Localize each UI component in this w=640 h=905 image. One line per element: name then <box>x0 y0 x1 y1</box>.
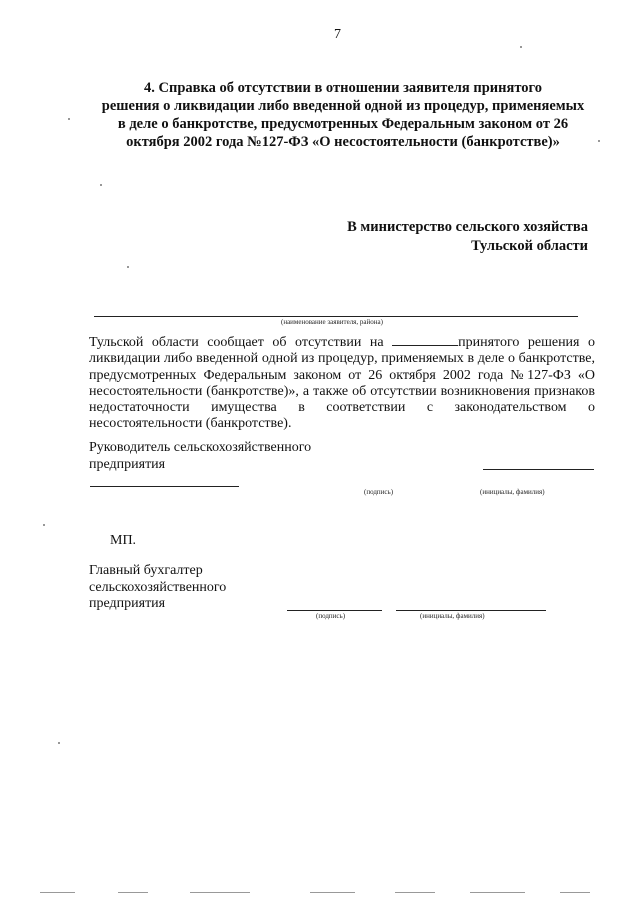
footer-scan-mark <box>395 892 435 893</box>
accountant-name-caption: (инициалы, фамилия) <box>420 612 485 620</box>
scan-speck <box>520 46 522 48</box>
scan-speck <box>43 524 45 526</box>
heading-line: в деле о банкротстве, предусмотренных Федеральным законом от 26 <box>117 116 569 132</box>
page-number: 7 <box>334 27 341 42</box>
applicant-name-caption: (наименование заявителя, района) <box>281 318 383 326</box>
body-text-rest: принятого решения о ликвидации либо введенной одной из процедур, применяемых в деле о банкротстве, предусмотренных Федеральным законом от 26 октября 2002 года №127-ФЗ «О несостоятельности (банкротстве)», а также об отсутствии возникновения признаков недостаточности имущества в соответствии с законодательством о несостоятельности (банкротстве). <box>89 335 595 432</box>
scan-speck <box>100 184 102 186</box>
scan-speck <box>598 140 600 142</box>
scan-speck <box>127 266 129 268</box>
addressee-block <box>347 218 588 255</box>
head-name-line[interactable] <box>483 469 594 470</box>
head-signature-line[interactable] <box>90 486 239 487</box>
accountant-signature-caption: (подпись) <box>316 612 346 620</box>
head-signature-caption: (подпись) <box>364 488 394 496</box>
addressee-line: В министерство сельского хозяйства <box>347 219 588 235</box>
accountant-name-line[interactable] <box>396 610 546 611</box>
heading-line: 4. Справка об отсутствии в отношении заявителя принятого <box>144 80 542 96</box>
document-heading <box>80 79 606 151</box>
date-blank-field[interactable] <box>392 333 458 346</box>
applicant-name-line[interactable] <box>94 316 578 317</box>
footer-scan-mark <box>190 892 250 893</box>
footer-scan-mark <box>310 892 355 893</box>
footer-scan-mark <box>40 892 75 893</box>
addressee-line: Тульской области <box>471 237 588 254</box>
scan-speck <box>58 742 60 744</box>
body-paragraph <box>89 333 595 433</box>
scan-speck <box>68 118 70 120</box>
stamp-label: МП. <box>110 533 137 548</box>
accountant-role-label: Главный бухгалтер сельскохозяйственного предприятия <box>89 563 227 611</box>
accountant-signature-line[interactable] <box>287 610 382 611</box>
footer-scan-mark <box>118 892 148 893</box>
heading-line: октября 2002 года №127-ФЗ «О несостоятельности (банкротстве)» <box>126 134 560 150</box>
head-name-caption: (инициалы, фамилия) <box>480 488 545 496</box>
head-role-label: Руководитель сельскохозяйственного предприятия <box>89 440 312 472</box>
body-text-start: Тульской области сообщает об отсутствии на <box>89 335 393 350</box>
footer-scan-mark <box>560 892 590 893</box>
heading-line: решения о ликвидации либо введенной одной из процедур, применяемых <box>101 98 585 114</box>
footer-scan-mark <box>470 892 525 893</box>
